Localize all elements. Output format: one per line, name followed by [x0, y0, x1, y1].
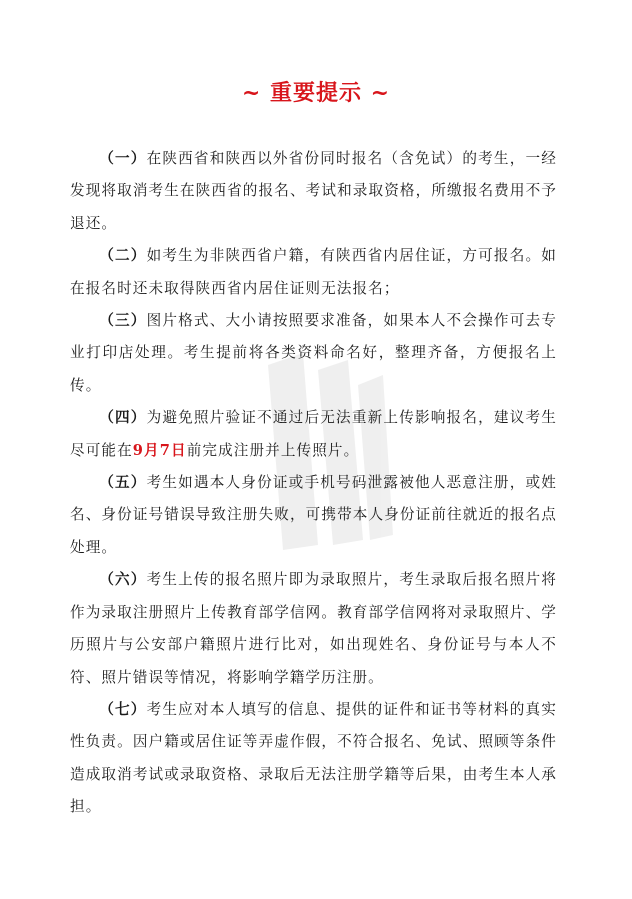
item-number: （二）: [99, 247, 147, 265]
item-text: 在陕西省和陕西以外省份同时报名（含免试）的考生，一经发现将取消考生在陕西省的报名、考试和录取资格，所缴报名费用不予退还。: [70, 150, 557, 232]
item-number: （四）: [99, 409, 147, 427]
item-text: 考生如遇本人身份证或手机号码泄露被他人恶意注册，或姓名、身份证号错误导致注册失败，可携带本人身份证前往就近的报名点处理。: [70, 474, 557, 556]
notice-item-4: [70, 402, 557, 467]
item-number: （六）: [99, 571, 147, 589]
item-text: 考生应对本人填写的信息、提供的证件和证书等材料的真实性负责。因户籍或居住证等弄虚作假，不符合报名、免试、照顾等条件造成取消考试或录取资格、录取后无法注册学籍等后果，由考生本人承担。: [70, 700, 557, 816]
item-number: （五）: [99, 474, 147, 492]
notice-item-6: [70, 564, 557, 694]
notice-item-5: [70, 467, 557, 564]
item-number: （三）: [99, 312, 147, 330]
item-text-before: 为避免照片验证不通过后无法重新上传影响报名，建议考生尽可能在: [70, 409, 557, 459]
notice-item-2: [70, 240, 557, 305]
item-number: （七）: [99, 700, 147, 718]
item-text: 如考生为非陕西省户籍，有陕西省内居住证，方可报名。如在报名时还未取得陕西省内居住证则无法报名；: [70, 247, 557, 297]
item-text: 图片格式、大小请按照要求准备，如果本人不会操作可去专业打印店处理。考生提前将各类资料命名好，整理齐备，方便报名上传。: [70, 312, 557, 394]
notice-item-7: [70, 694, 557, 824]
item-number: （一）: [99, 150, 147, 167]
notice-body: [70, 143, 557, 824]
item-text-after: 前完成注册并上传照片。: [186, 441, 360, 459]
notice-item-1: [70, 143, 557, 240]
notice-item-3: [70, 305, 557, 402]
page-title: ~ 重要提示 ~: [241, 80, 391, 106]
item-text: 考生上传的报名照片即为录取照片，考生录取后报名照片将作为录取注册照片上传教育部学信网。教育部学信网将对录取照片、学历照片与公安部户籍照片进行比对，如出现姓名、身份证号与本人不符、照片错误等情况，将影响学籍学历注册。: [70, 571, 557, 686]
deadline-date: 9月7日: [132, 441, 187, 459]
